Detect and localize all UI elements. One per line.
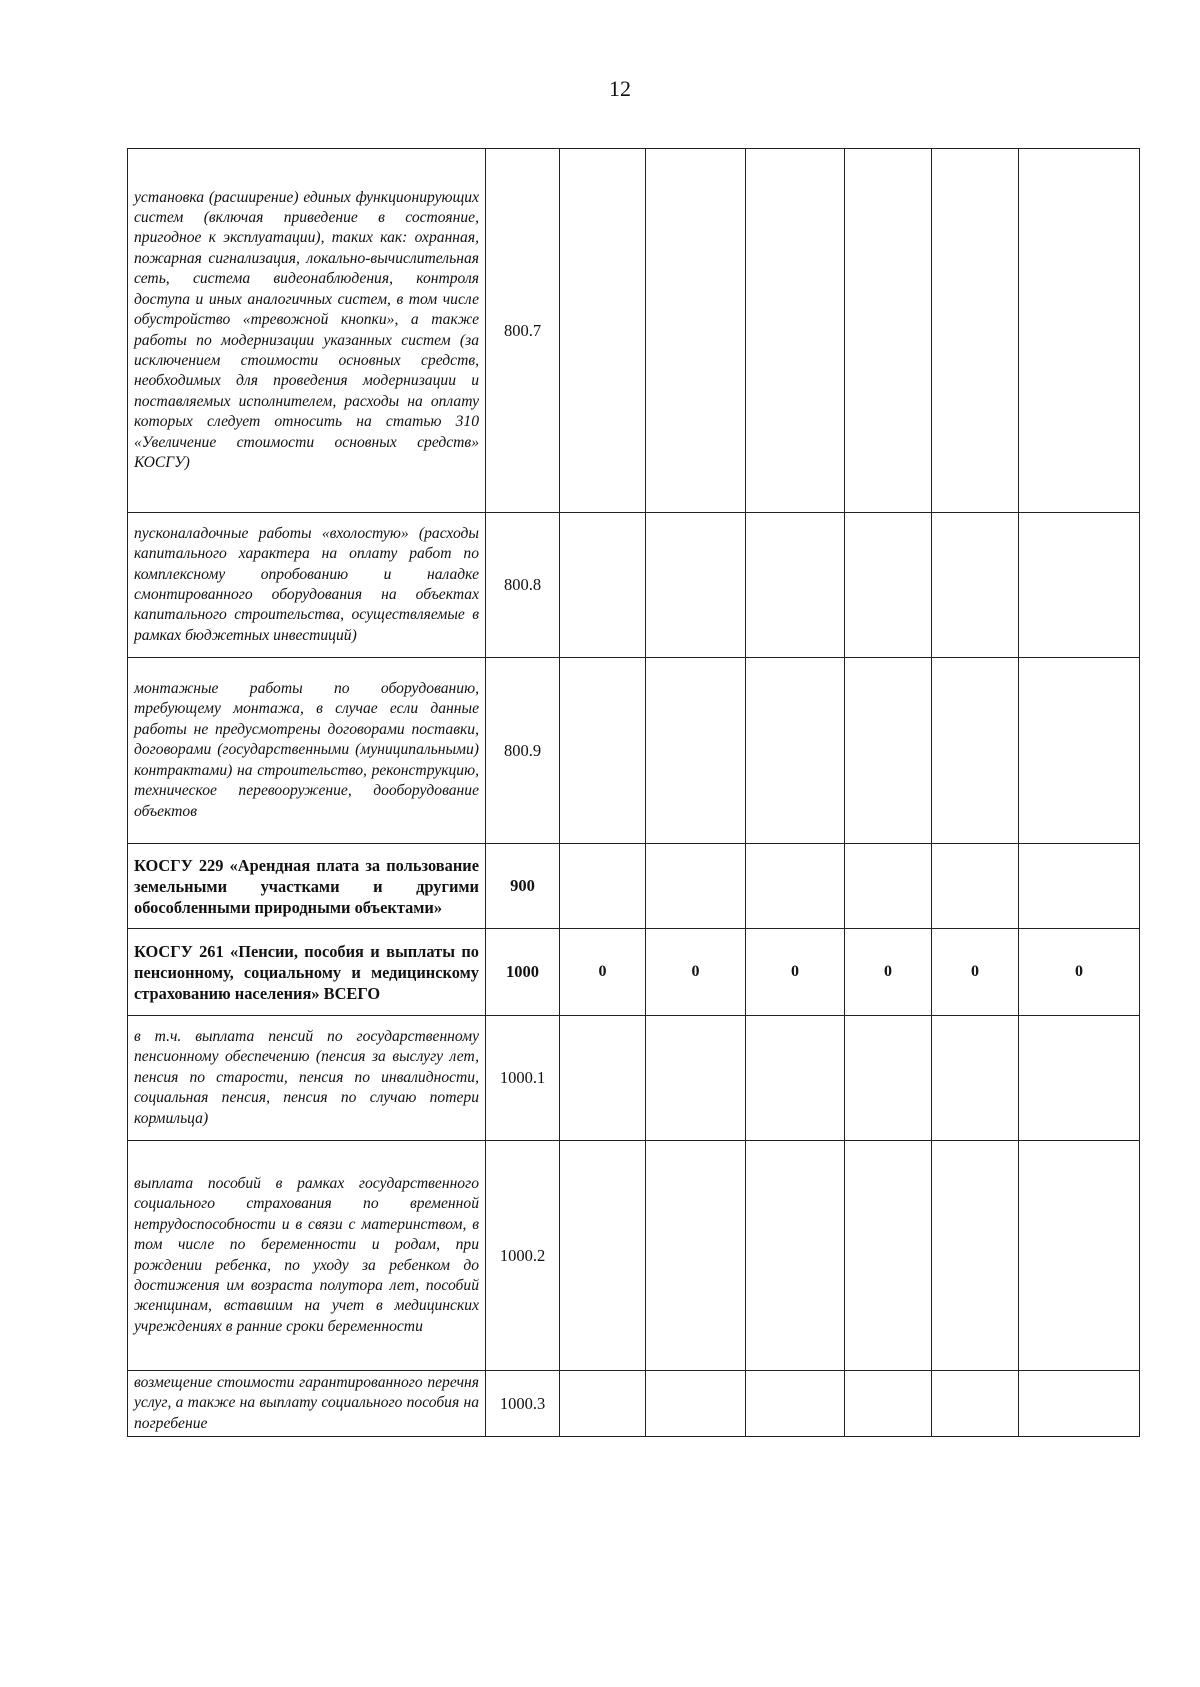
- value-cell: 0: [746, 929, 845, 1016]
- value-cell: [1019, 1016, 1140, 1141]
- value-cell: [560, 658, 646, 844]
- value-cell: [845, 658, 932, 844]
- value-cell: [845, 1141, 932, 1371]
- value-cell: [560, 844, 646, 929]
- value-cell: [932, 149, 1019, 513]
- row-description: в т.ч. выплата пенсий по государственному пенсионному обеспечению (пенсия за выслугу лет, пенсия по старости, пенсия по инвалидности, социальная пенсия, пенсия по случаю потери кормильца): [128, 1016, 486, 1141]
- value-cell: 0: [560, 929, 646, 1016]
- value-cell: [560, 1016, 646, 1141]
- table-row: [128, 149, 1140, 513]
- row-description: выплата пособий в рамках государственного социального страхования по временной нетрудоспособности и в связи с материнством, в том числе по беременности и родам, при рождении ребенка, по уходу за ребенком до достижения им возраста полутора лет, пособий женщинам, вставшим на учет в медицинских учреждениях в ранние сроки беременности: [128, 1141, 486, 1371]
- row-code: 900: [486, 844, 560, 929]
- value-cell: [932, 844, 1019, 929]
- value-cell: [646, 149, 746, 513]
- value-cell: [1019, 844, 1140, 929]
- value-cell: [1019, 658, 1140, 844]
- value-cell: [646, 1141, 746, 1371]
- table-row: [128, 844, 1140, 929]
- value-cell: [746, 513, 845, 658]
- value-cell: 0: [932, 929, 1019, 1016]
- value-cell: [746, 1016, 845, 1141]
- row-code: 1000.2: [486, 1141, 560, 1371]
- row-description: КОСГУ 261 «Пенсии, пособия и выплаты по пенсионному, социальному и медицинскому страхованию населения» ВСЕГО: [128, 929, 486, 1016]
- value-cell: [560, 513, 646, 658]
- table-row: [128, 1016, 1140, 1141]
- row-description: возмещение стоимости гарантированного перечня услуг, а также на выплату социального пособия на погребение: [128, 1371, 486, 1437]
- value-cell: [560, 1371, 646, 1437]
- budget-table: [127, 148, 1140, 1437]
- value-cell: [845, 149, 932, 513]
- value-cell: [932, 658, 1019, 844]
- value-cell: [1019, 149, 1140, 513]
- value-cell: 0: [1019, 929, 1140, 1016]
- value-cell: 0: [646, 929, 746, 1016]
- value-cell: [746, 658, 845, 844]
- value-cell: [845, 1371, 932, 1437]
- table-row: [128, 1371, 1140, 1437]
- value-cell: 0: [845, 929, 932, 1016]
- value-cell: [932, 1141, 1019, 1371]
- value-cell: [646, 658, 746, 844]
- row-description: монтажные работы по оборудованию, требующему монтажа, в случае если данные работы не предусмотрены договорами поставки, договорами (государственными (муниципальными) контрактами) на строительство, реконструкцию, техническое перевооружение, дооборудование объектов: [128, 658, 486, 844]
- page-number: 12: [609, 76, 631, 101]
- value-cell: [932, 1371, 1019, 1437]
- row-code: 1000: [486, 929, 560, 1016]
- table-row: [128, 513, 1140, 658]
- value-cell: [932, 1016, 1019, 1141]
- value-cell: [845, 1016, 932, 1141]
- row-code: 800.8: [486, 513, 560, 658]
- row-code: 1000.1: [486, 1016, 560, 1141]
- row-description: пусконаладочные работы «вхолостую» (расходы капитального характера на оплату работ по комплексному опробованию и наладке смонтированного оборудования на объектах капитального строительства, осуществляемые в рамках бюджетных инвестиций): [128, 513, 486, 658]
- value-cell: [646, 1016, 746, 1141]
- table-row: [128, 658, 1140, 844]
- row-code: 800.9: [486, 658, 560, 844]
- value-cell: [746, 844, 845, 929]
- value-cell: [845, 513, 932, 658]
- row-code: 800.7: [486, 149, 560, 513]
- value-cell: [646, 1371, 746, 1437]
- row-code: 1000.3: [486, 1371, 560, 1437]
- value-cell: [1019, 513, 1140, 658]
- value-cell: [646, 513, 746, 658]
- value-cell: [932, 513, 1019, 658]
- row-description: установка (расширение) единых функционирующих систем (включая приведение в состояние, пригодное к эксплуатации), таких как: охранная, пожарная сигнализация, локально-вычислительная сеть, система видеонаблюдения, контроля доступа и иных аналогичных систем, в том числе обустройство «тревожной кнопки», а также работы по модернизации указанных систем (за исключением стоимости основных средств, необходимых для проведения модернизации и поставляемых исполнителем, расходы на оплату которых следует относить на статью 310 «Увеличение стоимости основных средств» КОСГУ): [128, 149, 486, 513]
- table-row: [128, 1141, 1140, 1371]
- value-cell: [845, 844, 932, 929]
- value-cell: [746, 1371, 845, 1437]
- value-cell: [646, 844, 746, 929]
- row-description: КОСГУ 229 «Арендная плата за пользование земельными участками и другими обособленными природными объектами»: [128, 844, 486, 929]
- value-cell: [560, 1141, 646, 1371]
- value-cell: [746, 1141, 845, 1371]
- table-row: [128, 929, 1140, 1016]
- value-cell: [560, 149, 646, 513]
- value-cell: [1019, 1371, 1140, 1437]
- value-cell: [746, 149, 845, 513]
- value-cell: [1019, 1141, 1140, 1371]
